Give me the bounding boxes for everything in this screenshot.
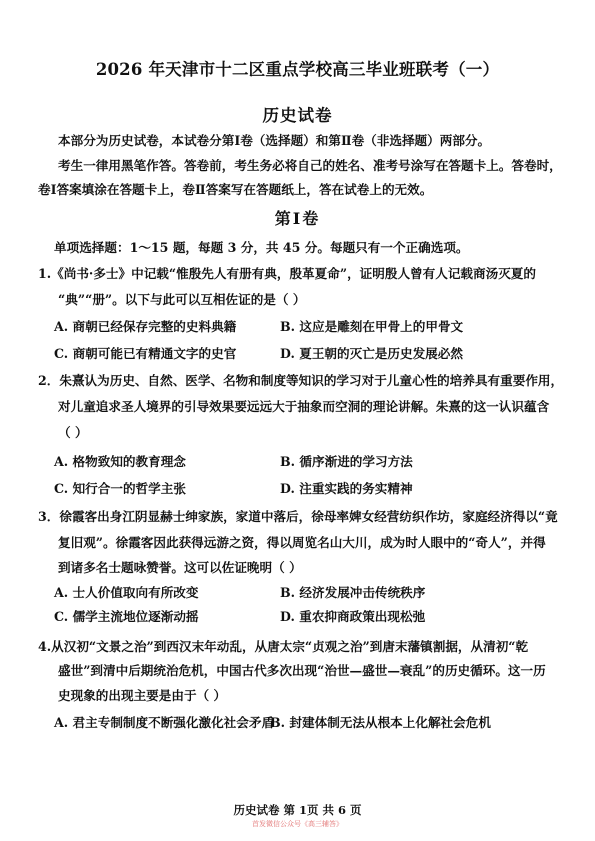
option-b: B. 封建体制无法从根本上化解社会危机	[270, 715, 491, 730]
option-b: B. 经济发展冲击传统秩序	[280, 585, 426, 600]
question-text: 1.《尚书·多士》中记载“惟殷先人有册有典，殷革夏命”，证明殷人曾有人记载商汤灭夏的	[38, 266, 536, 281]
intro-line: 考生一律用黑笔作答。答卷前，考生务必将自己的姓名、准考号涂写在答题卡上。答卷时，	[58, 158, 562, 173]
option-d: D. 注重实践的务实精神	[280, 481, 413, 496]
option-c: C. 知行合一的哲学主张	[54, 481, 186, 496]
section-instruction: 单项选择题：1～15 题，每题 3 分，共 45 分。每题只有一个正确选项。	[54, 240, 469, 255]
option-b: B. 这应是雕刻在甲骨上的甲骨文	[280, 319, 464, 334]
question-text: （ ）	[58, 425, 88, 440]
intro-line: 卷Ⅰ答案填涂在答题卡上，卷Ⅱ答案写在答题纸上，答在试卷上的无效。	[38, 182, 433, 197]
section-title: 第Ⅰ卷	[274, 209, 321, 228]
option-a: A. 商朝已经保存完整的史料典籍	[54, 319, 237, 334]
option-a: A. 君主专制制度不断强化激化社会矛盾	[54, 715, 275, 730]
option-c: C. 儒学主流地位逐渐动摇	[54, 609, 199, 624]
question-text: 对儿童追求圣人境界的引导效果要远远大于抽象而空洞的理论讲解。朱熹的这一认识蕴含	[58, 399, 550, 414]
exam-title: 2026 年天津市十二区重点学校高三毕业班联考（一）	[95, 60, 500, 79]
exam-subtitle: 历史试卷	[262, 106, 333, 125]
question-text: “典”“册”。以下与此可以互相佐证的是（ ）	[58, 292, 306, 307]
question-text: 史现象的出现主要是由于（ ）	[58, 688, 227, 703]
question-text: 2．朱熹认为历史、自然、医学、名物和制度等知识的学习对于儿童心性的培养具有重要作用，	[38, 373, 564, 388]
option-c: C. 商朝可能已有精通文字的史官	[54, 346, 237, 361]
question-text: 复旧观”。徐霞客因此获得远游之资，得以周览名山大川，成为时人眼中的“奇人”，并得	[58, 535, 546, 550]
intro-line: 本部分为历史试卷，本试卷分第Ⅰ卷（选择题）和第Ⅱ卷（非选择题）两部分。	[58, 133, 491, 148]
option-a: A. 士人价值取向有所改变	[54, 585, 199, 600]
option-d: D. 重农抑商政策出现松弛	[280, 609, 426, 624]
option-d: D. 夏王朝的灭亡是历史发展必然	[280, 346, 463, 361]
question-text: 盛世”到清中后期统治危机，中国古代多次出现“治世—盛世—衰乱”的历史循环。这一历	[58, 663, 546, 678]
watermark-text: 首发微信公众号《高三辅答》	[252, 820, 343, 828]
option-b: B. 循序渐进的学习方法	[280, 454, 413, 469]
option-a: A. 格物致知的教育理念	[54, 454, 186, 469]
question-text: 到诸多名士题咏赞誉。这可以佐证晚明（ ）	[58, 560, 302, 575]
question-text: 4.从汉初“文景之治”到西汉末年动乱，从唐太宗“贞观之治”到唐末藩镇割据，从清初“乾	[38, 639, 529, 654]
question-text: 3．徐霞客出身江阴显赫士绅家族，家道中落后，徐母率婢女经营纺织作坊，家庭经济得以“竟	[38, 509, 558, 524]
page-footer: 历史试卷 第 1页 共 6 页	[233, 803, 362, 817]
